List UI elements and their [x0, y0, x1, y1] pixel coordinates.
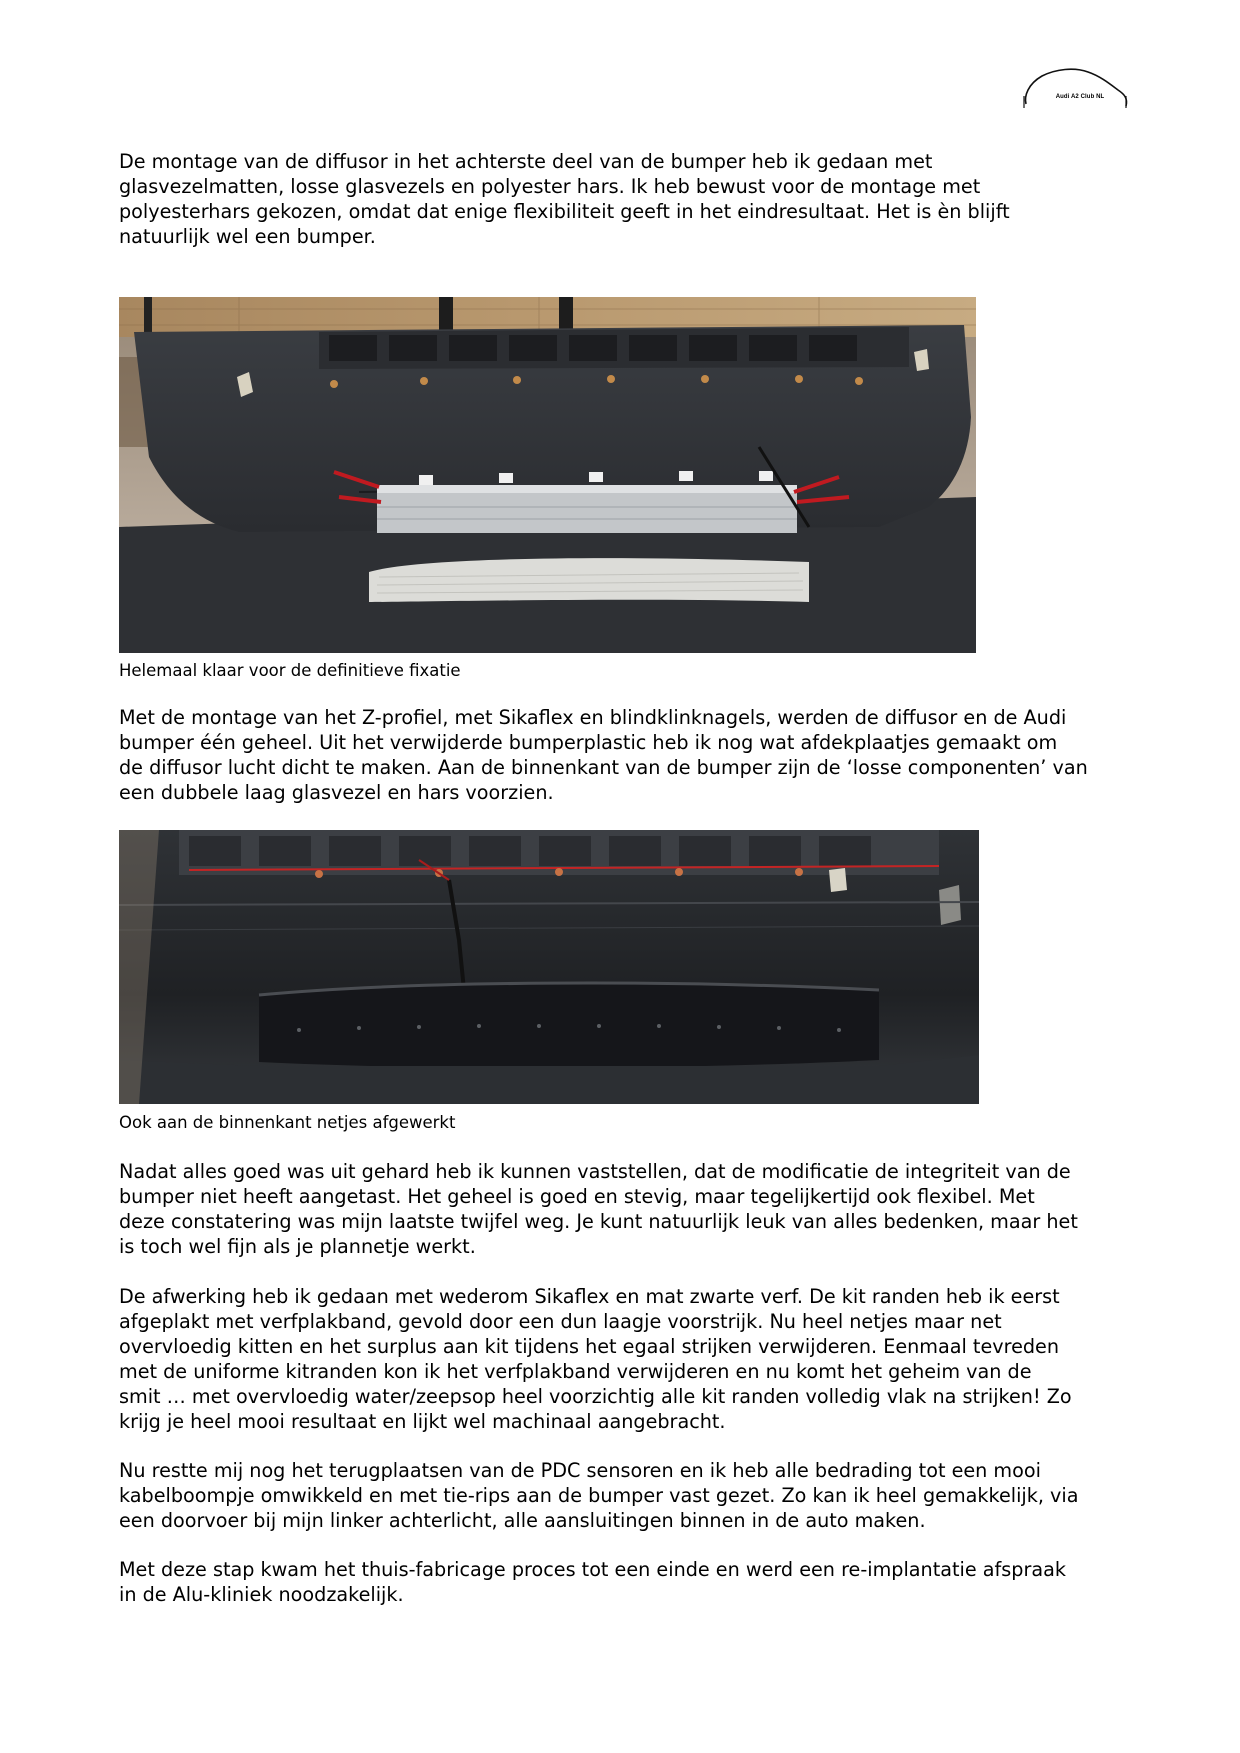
audi-a2-club-logo [1022, 66, 1130, 116]
text-line: Nadat alles goed was uit gehard heb ik kunnen vaststellen, dat de modificatie de integriteit van de [119, 1160, 1071, 1183]
text-line: bumper één geheel. Uit het verwijderde bumperplastic heb ik nog wat afdekplaatjes gemaakt om [119, 731, 1058, 754]
text-line: polyesterhars gekozen, omdat dat enige flexibiliteit geeft in het eindresultaat. Het is èn blijft [119, 200, 1010, 223]
paragraph-intro [119, 149, 1129, 249]
text-line: Nu restte mij nog het terugplaatsen van de PDC sensoren en ik heb alle bedrading tot een mooi [119, 1459, 1041, 1482]
paragraph-z-profile [119, 705, 1129, 805]
text-line: De afwerking heb ik gedaan met wederom Sikaflex en mat zwarte verf. De kit randen heb ik eerst [119, 1285, 1060, 1308]
photo-bumper-outside [119, 297, 976, 653]
car-silhouette-icon [1022, 66, 1130, 116]
logo-text: Audi A2 Club NL [1055, 94, 1105, 100]
text-line: de diffusor lucht dicht te maken. Aan de binnenkant van de bumper zijn de ‘losse componenten’ van [119, 756, 1088, 779]
paragraph-sensors [119, 1458, 1129, 1533]
text-line: afgeplakt met verfplakband, gevold door een dun laagje voorstrijk. Nu heel netjes maar net [119, 1310, 1002, 1333]
text-line: De montage van de diffusor in het achterste deel van de bumper heb ik gedaan met [119, 150, 933, 173]
paragraph-result [119, 1159, 1129, 1259]
paragraph-finishing [119, 1284, 1129, 1434]
text-line: glasvezelmatten, losse glasvezels en polyester hars. Ik heb bewust voor de montage met [119, 175, 981, 198]
text-line: is toch wel fijn als je plannetje werkt. [119, 1235, 476, 1258]
text-line: krijg je heel mooi resultaat en lijkt wel machinaal aangebracht. [119, 1410, 726, 1433]
figure-caption: Ook aan de binnenkant netjes afgewerkt [119, 1113, 456, 1132]
text-line: Met deze stap kwam het thuis-fabricage proces tot een einde en werd een re-implantatie afspraak [119, 1558, 1066, 1581]
text-line: natuurlijk wel een bumper. [119, 225, 376, 248]
photo-bumper-inside [119, 830, 979, 1104]
text-line: een doorvoer bij mijn linker achterlicht, alle aansluitingen binnen in de auto maken. [119, 1509, 926, 1532]
text-line: een dubbele laag glasvezel en hars voorzien. [119, 781, 554, 804]
text-line: smit … met overvloedig water/zeepsop heel voorzichtig alle kit randen volledig vlak na strijken! Zo [119, 1385, 1072, 1408]
text-line: kabelboompje omwikkeld en met tie-rips aan de bumper vast gezet. Zo kan ik heel gemakkelijk, via [119, 1484, 1079, 1507]
text-line: met de uniforme kitranden kon ik het verfplakband verwijderen en nu komt het geheim van de [119, 1360, 1032, 1383]
text-line: Met de montage van het Z-profiel, met Sikaflex en blindklinknagels, werden de diffusor en de Audi [119, 706, 1067, 729]
text-line: deze constatering was mijn laatste twijfel weg. Je kunt natuurlijk leuk van alles bedenken, maar het [119, 1210, 1078, 1233]
figure-caption: Helemaal klaar voor de definitieve fixatie [119, 661, 461, 680]
paragraph-conclusion [119, 1557, 1129, 1607]
text-line: overvloedig kitten en het surplus aan kit tijdens het egaal strijken verwijderen. Eenmaal tevreden [119, 1335, 1060, 1358]
text-line: in de Alu-kliniek noodzakelijk. [119, 1583, 404, 1606]
text-line: bumper niet heeft aangetast. Het geheel is goed en stevig, maar tegelijkertijd ook flexibel. Met [119, 1185, 1035, 1208]
